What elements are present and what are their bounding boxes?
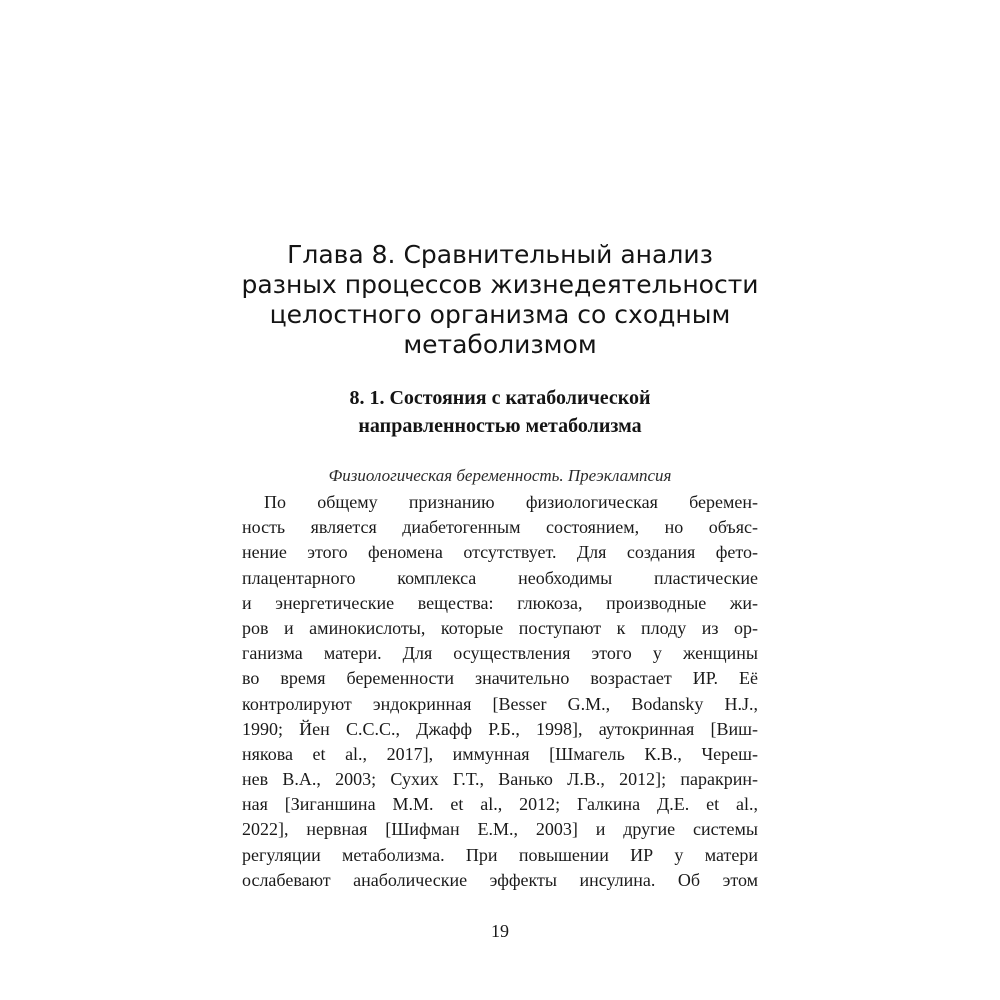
paragraph-line: нение этого феномена отсутствует. Для создания фето- [242,542,758,563]
paragraph-line: плацентарного комплекса необходимы пластические [242,567,758,588]
paragraph-line: ность является диабетогенным состоянием, но объяс- [242,517,758,538]
paragraph-line: някова et al., 2017], иммунная [Шмагель К.В., Череш- [242,743,758,764]
chapter-title-line: метаболизмом [403,330,597,359]
paragraph-line: контролируют эндокринная [Besser G.M., Bodansky H.J., [242,693,758,714]
chapter-title-line: разных процессов жизнедеятельности [241,270,759,299]
paragraph-line: По общему признанию физиологическая беремен- [264,492,758,512]
page-number: 19 [491,921,509,941]
chapter-title [240,240,760,360]
section-title-line: направленностью метаболизма [358,415,642,437]
body-paragraph [242,490,758,893]
paragraph-line: 1990; Йен С.С.С., Джафф Р.Б., 1998], аутокринная [Виш- [242,718,758,739]
paragraph-line: и энергетические вещества: глюкоза, производные жи- [242,592,758,613]
paragraph-line: ослабевают анаболические эффекты инсулина. Об этом [242,869,758,890]
section-title-line: 8. 1. Состояния с катаболической [349,387,651,409]
paragraph-line: регуляции метаболизма. При повышении ИР у матери [242,844,758,865]
paragraph-line: ганизма матери. Для осуществления этого у женщины [242,643,758,664]
paragraph-line: ная [Зиганшина М.М. et al., 2012; Галкина Д.Е. et al., [242,794,758,815]
paragraph-line: нев В.А., 2003; Сухих Г.Т., Ванько Л.В., 2012]; паракрин- [242,769,758,790]
paragraph-line: 2022], нервная [Шифман Е.М., 2003] и другие системы [242,819,758,840]
paragraph-line: во время беременности значительно возрастает ИР. Её [242,668,758,689]
chapter-title-line: целостного организма со сходным [269,300,731,329]
chapter-title-line: Глава 8. Сравнительный анализ [287,240,713,269]
subheading: Физиологическая беременность. Преэклампсия [328,466,672,485]
section-title [240,384,760,440]
paragraph-line: ров и аминокислоты, которые поступают к плоду из ор- [242,617,758,638]
